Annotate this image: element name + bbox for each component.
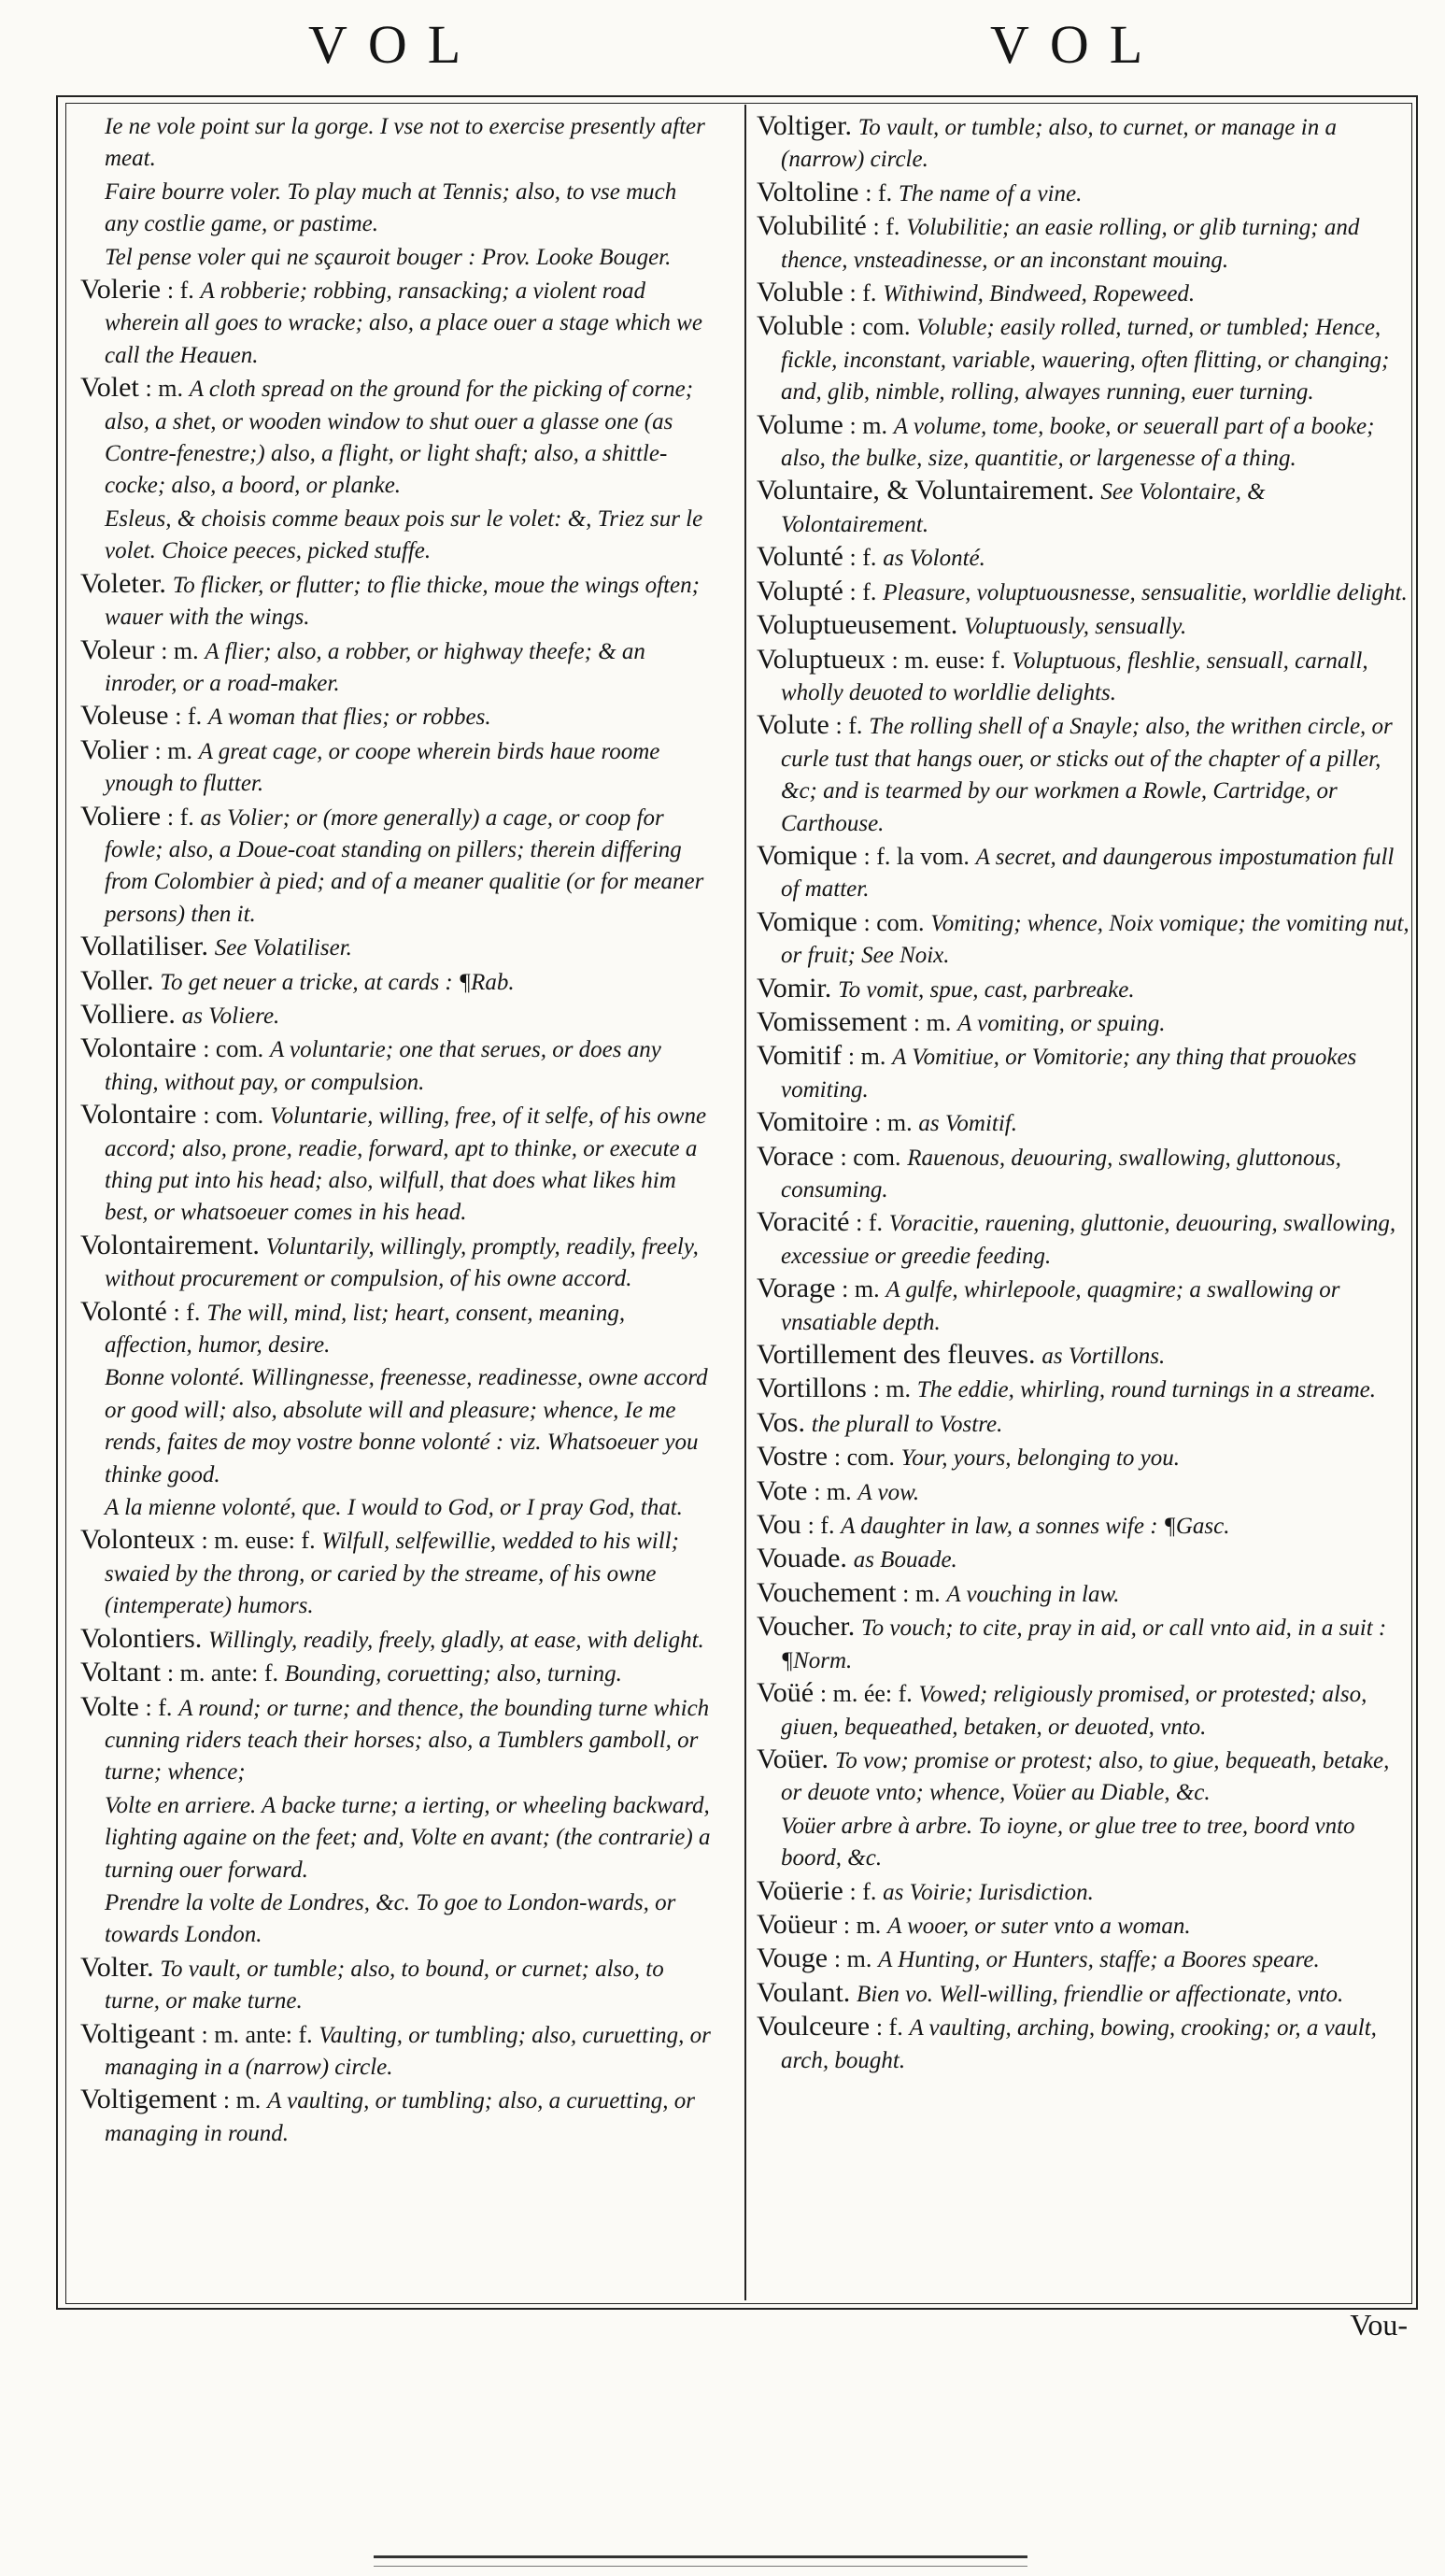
entry-headword: Volontaire — [80, 1099, 197, 1131]
entry-headword: Voulant. — [757, 1976, 851, 2008]
entry-definition: To vomit, spue, cast, parbreake. — [838, 976, 1135, 1003]
entry-definition: Voüer arbre à arbre. To ioyne, or glue tree to tree, boord vnto boord, &c. — [781, 1813, 1355, 1872]
entry-definition: Voluntarily, willingly, promptly, readily, freely, without procurement or compulsion, of his owne accord. — [105, 1233, 699, 1292]
entry-grammar: : m. — [843, 1911, 882, 1939]
entry-headword: Vortillement des fleuves. — [757, 1339, 1036, 1371]
entry-definition: as Voliere. — [181, 1003, 280, 1029]
entry-headword: Voracité — [757, 1206, 850, 1238]
left-column — [80, 110, 715, 2150]
entry-headword: Voüeur — [757, 1908, 838, 1940]
entry-grammar: : m. euse: f. — [201, 1527, 316, 1555]
dictionary-entry — [80, 931, 715, 963]
entry-grammar: : m. — [161, 636, 199, 664]
entry-definition: Willingly, readily, freely, gladly, at ease, with delight. — [208, 1627, 704, 1653]
dictionary-entry — [757, 1509, 1410, 1542]
right-column — [757, 110, 1410, 2077]
entry-headword: Voulceure — [757, 2011, 871, 2042]
dictionary-entry — [80, 1623, 715, 1656]
entry-grammar: : f. — [835, 712, 863, 740]
entry-headword: Volontairement. — [80, 1229, 260, 1260]
entry-grammar: : m. euse: f. — [891, 646, 1006, 674]
entry-grammar: : com. — [840, 1143, 901, 1171]
entry-definition: Vomiting; whence, Noix vomique; the vomiting nut, or fruit; See Noix. — [781, 910, 1410, 969]
entry-headword: Vorace — [757, 1140, 834, 1172]
entry-definition: A vouching in law. — [946, 1581, 1120, 1607]
entry-grammar: : f. — [856, 1209, 884, 1237]
entry-definition: Prendre la volte de Londres, &c. To goe to London-wards, or towards London. — [105, 1889, 676, 1948]
entry-definition: as Volier; or (more generally) a cage, or coop for fowle; also, a Doue-coat standing on pillers; therein differing from Colombier à pied; and of a meaner qualitie (or for meaner persons) then it. — [105, 804, 704, 927]
entry-grammar: : m. — [842, 1275, 880, 1303]
dictionary-entry — [80, 568, 715, 633]
running-head-right: VOL — [990, 14, 1164, 75]
entry-definition: Bounding, coruetting; also, turning. — [284, 1661, 622, 1687]
entry-grammar: : f. — [166, 803, 194, 831]
dictionary-entry — [757, 2011, 1410, 2076]
entry-headword: Vomitif — [757, 1040, 843, 1072]
entry-definition: Volte en arriere. A backe turne; a ierting, or wheeling backward, lighting againe on the feet; and, Volte en avant; (the contrarie) a turning ouer forward. — [105, 1792, 711, 1883]
entry-headword: Vomitoire — [757, 1106, 869, 1138]
dictionary-entry — [80, 734, 715, 800]
entry-definition: A flier; also, a robber, or highway theefe; & an inroder, or a road-maker. — [105, 638, 645, 696]
entry-definition: Wilfull, selfewillie, wedded to his will; swaied by the throng, or caried by the streame, of his owne (intemperate) humors. — [105, 1529, 679, 1619]
dictionary-entry — [757, 576, 1410, 608]
entry-definition: The eddie, whirling, round turnings in a streame. — [916, 1377, 1376, 1403]
dictionary-entry — [757, 110, 1410, 176]
entry-grammar: : m. — [849, 411, 887, 439]
dictionary-entry — [757, 177, 1410, 209]
entry-headword: Vomir. — [757, 972, 832, 1003]
entry-definition: A vaulting, or tumbling; also, a curuetting, or managing in round. — [105, 2088, 695, 2146]
entry-grammar: : m. — [874, 1109, 913, 1137]
entry-headword: Voucher. — [757, 1611, 856, 1643]
entry-headword: Voltigement — [80, 2084, 218, 2115]
dictionary-entry — [757, 1943, 1410, 1975]
entry-definition: A vomiting, or spuing. — [957, 1010, 1166, 1036]
dictionary-entry — [757, 1577, 1410, 1610]
entry-definition: as Voirie; Iurisdiction. — [883, 1879, 1094, 1905]
dictionary-entry — [757, 310, 1410, 407]
dictionary-entry — [757, 541, 1410, 574]
dictionary-entry — [757, 1206, 1410, 1272]
entry-headword: Volter. — [80, 1951, 154, 1983]
entry-headword: Volunté — [757, 541, 843, 573]
entry-headword: Voleur — [80, 633, 155, 665]
dictionary-entry — [80, 1524, 715, 1621]
entry-grammar: : f. — [875, 2014, 903, 2042]
entry-definition: A wooer, or suter vnto a woman. — [887, 1913, 1191, 1939]
entry-grammar: : m. — [902, 1579, 941, 1607]
entry-headword: Volume — [757, 408, 843, 440]
entry-grammar: : m. — [154, 736, 192, 764]
entry-definition: The rolling shell of a Snayle; also, the writhen circle, or curle tust that hangs ouer, or sticks out of the chapter of a piller, &c; and is tearmed by our workmen a Rowle, Cartridge, or Carthouse. — [781, 714, 1393, 836]
dictionary-entry — [757, 277, 1410, 309]
entry-definition: Ie ne vole point sur la gorge. I vse not to exercise presently after meat. — [105, 114, 705, 172]
entry-grammar: : f. — [173, 1298, 201, 1326]
entry-definition: A round; or turne; and thence, the bounding turne which cunning riders teach their horses; also, a Tumblers gamboll, or turne; whence; — [105, 1695, 710, 1786]
entry-headword: Voltiger. — [757, 110, 852, 141]
entry-headword: Voluptueusement. — [757, 609, 958, 641]
entry-grammar: : m. — [145, 375, 183, 403]
entry-headword: Volute — [757, 709, 829, 741]
entry-grammar: : m. — [814, 1477, 852, 1505]
dictionary-entry — [80, 2018, 715, 2084]
dictionary-entry — [757, 840, 1410, 905]
entry-grammar: : m. ée: f. — [819, 1680, 913, 1708]
entry-definition: See Volontaire, & Volontairement. — [781, 479, 1266, 537]
entry-grammar: : f. — [872, 213, 900, 241]
entry-definition: Bonne volonté. Willingnesse, freenesse, readinesse, owne accord or good will; also, absolute will and pleasure; whence, Ie me rends, faites de moy vostre bonne volonté : viz. Whatsoeuer you thinke good. — [105, 1365, 708, 1487]
dictionary-entry — [757, 973, 1410, 1005]
dictionary-entry — [757, 644, 1410, 709]
entry-headword: Volontiers. — [80, 1622, 203, 1654]
entry-grammar: : com. — [849, 313, 911, 341]
entry-headword: Volerie — [80, 274, 162, 306]
entry-headword: Vomique — [757, 839, 857, 871]
entry-grammar: : com. — [203, 1102, 264, 1130]
entry-definition: Vowed; religiously promised, or protested; also, giuen, bequeathed, betaken, or deuoted, vnto. — [781, 1682, 1367, 1740]
dictionary-entry — [80, 1789, 715, 1886]
dictionary-entry — [80, 2084, 715, 2149]
dictionary-entry — [757, 609, 1410, 642]
dictionary-entry — [757, 1006, 1410, 1039]
entry-definition: Voluptuous, fleshlie, sensuall, carnall, wholly deuoted to worldlie delights. — [781, 648, 1368, 705]
entry-definition: A woman that flies; or robbes. — [207, 704, 491, 731]
dictionary-entry — [80, 1952, 715, 2017]
dictionary-entry — [757, 475, 1410, 540]
entry-grammar: : f. — [849, 1877, 877, 1905]
entry-headword: Volupté — [757, 575, 843, 606]
dictionary-entry — [757, 1407, 1410, 1440]
dictionary-entry — [757, 1106, 1410, 1139]
entry-headword: Voüer. — [757, 1743, 829, 1774]
dictionary-entry — [757, 709, 1410, 839]
entry-definition: A cloth spread on the ground for the picking of corne; also, a shet, or wooden window to shut ouer a glasse one (as Contre-fenestre;) also, a flight, or light shaft; also, a shittle-cocke; also, a boord, or planke. — [105, 377, 694, 499]
dictionary-entry — [80, 176, 715, 240]
entry-definition: Rauenous, deuouring, swallowing, gluttonous, consuming. — [781, 1145, 1341, 1203]
entry-definition: Voluptuously, sensually. — [964, 614, 1187, 640]
entry-grammar: : f. — [145, 1693, 173, 1721]
dictionary-entry — [757, 1373, 1410, 1405]
catchword: Vou- — [1350, 2308, 1408, 2341]
entry-headword: Voltant — [80, 1657, 162, 1688]
entry-grammar: : m. ante: f. — [201, 2020, 313, 2048]
entry-definition: Tel pense voler qui ne sçauroit bouger : Prov. Looke Bouger. — [105, 244, 672, 270]
dictionary-entry — [80, 241, 715, 273]
entry-definition: To vault, or tumble; also, to bound, or curnet; also, to turne, or make turne. — [105, 1956, 664, 2014]
entry-grammar: : m. — [872, 1375, 912, 1403]
entry-headword: Volier — [80, 733, 149, 765]
entry-definition: A daughter in law, a sonnes wife : ¶Gasc. — [841, 1514, 1230, 1540]
dictionary-entry — [80, 1361, 715, 1490]
entry-headword: Voleter. — [80, 567, 166, 599]
entry-headword: Vouge — [757, 1943, 829, 1974]
dictionary-entry — [80, 1657, 715, 1689]
entry-definition: Voracitie, rauening, gluttonie, deuouring, swallowing, excessiue or greedie feeding. — [781, 1211, 1396, 1269]
entry-definition: Vaulting, or tumbling; also, curuetting, or managing in a (narrow) circle. — [105, 2022, 711, 2080]
entry-grammar: : f. — [865, 178, 893, 206]
entry-headword: Vortillons — [757, 1373, 867, 1404]
dictionary-entry — [757, 409, 1410, 475]
dictionary-entry — [80, 999, 715, 1032]
entry-definition: A la mienne volonté, que. I would to God, or I pray God, that. — [105, 1495, 683, 1521]
dictionary-entry — [80, 965, 715, 998]
entry-grammar: : f. la vom. — [863, 842, 970, 870]
entry-definition: The will, mind, list; heart, consent, meaning, affection, humor, desire. — [105, 1300, 626, 1359]
dictionary-entry — [757, 1875, 1410, 1908]
entry-headword: Volonté — [80, 1295, 167, 1327]
entry-grammar: : m. — [833, 1945, 872, 1973]
dictionary-entry — [80, 1491, 715, 1523]
entry-headword: Voliere — [80, 800, 162, 832]
entry-grammar: : f. — [849, 544, 877, 572]
entry-grammar: : m. — [913, 1008, 952, 1036]
entry-definition: A great cage, or coope wherein birds haue roome ynough to flutter. — [105, 738, 660, 797]
entry-definition: To vault, or tumble; also, to curnet, or manage in a (narrow) circle. — [781, 115, 1337, 173]
entry-definition: as Volonté. — [883, 546, 985, 572]
entry-headword: Vomissement — [757, 1005, 908, 1037]
entry-definition: A vaulting, arching, bowing, crooking; or, a vault, arch, bought. — [781, 2015, 1377, 2073]
dictionary-entry — [757, 1273, 1410, 1338]
dictionary-entry — [80, 1296, 715, 1361]
dictionary-entry — [757, 210, 1410, 276]
entry-headword: Voluble — [757, 277, 843, 308]
entry-grammar: : f. — [849, 577, 877, 605]
entry-headword: Vomique — [757, 905, 857, 937]
entry-definition: Voluntarie, willing, free, of it selfe, of his owne accord; also, prone, readie, forward, apt to thinke, or execute a thing put into his head; also, wilfull, that does what likes him best, or whatsoeuer comes in his head. — [105, 1103, 707, 1226]
entry-grammar: : m. — [222, 2086, 262, 2114]
dictionary-entry — [757, 1977, 1410, 2010]
entry-definition: A volume, tome, booke, or seuerall part of a booke; also, the bulke, size, quantitie, or largenesse of a thing. — [781, 413, 1375, 472]
entry-headword: Voluntaire, & Voluntairement. — [757, 475, 1095, 506]
entry-headword: Vote — [757, 1474, 808, 1506]
bottom-rule — [374, 2555, 1027, 2567]
dictionary-entry — [757, 1810, 1410, 1874]
entry-definition: Pleasure, voluptuousnesse, sensualitie, worldlie delight. — [883, 579, 1408, 605]
dictionary-entry — [80, 1691, 715, 1788]
entry-headword: Volonteux — [80, 1524, 195, 1556]
entry-headword: Voüerie — [757, 1874, 843, 1906]
dictionary-entry — [757, 1441, 1410, 1473]
dictionary-entry — [80, 1099, 715, 1229]
entry-grammar: : m. ante: f. — [166, 1659, 279, 1687]
entry-grammar: : com. — [203, 1035, 264, 1063]
entry-headword: Voltigeant — [80, 2017, 195, 2049]
dictionary-entry — [80, 1032, 715, 1098]
entry-definition: Volubilitie; an easie rolling, or glib turning; and thence, vnsteadinesse, or an inconstant mouing. — [781, 215, 1360, 273]
entry-headword: Volte — [80, 1690, 139, 1722]
entry-headword: Vouade. — [757, 1543, 847, 1574]
entry-definition: See Volatiliser. — [214, 935, 352, 961]
entry-grammar: : com. — [863, 908, 925, 936]
entry-grammar: : f. — [849, 279, 877, 307]
entry-definition: Esleus, & choisis comme beaux pois sur le volet: &, Triez sur le volet. Choice peeces, picked stuffe. — [105, 505, 703, 564]
entry-definition: A voluntarie; one that serues, or does any thing, without pay, or compulsion. — [105, 1037, 661, 1095]
entry-definition: To vow; promise or protest; also, to giue, bequeath, betake, or deuote vnto; whence, Voüer au Diable, &c. — [781, 1747, 1390, 1806]
entry-headword: Volubilité — [757, 210, 867, 242]
entry-definition: as Vortillons. — [1041, 1344, 1166, 1370]
entry-headword: Volet — [80, 372, 139, 404]
entry-definition: A Vomitiue, or Vomitorie; any thing that prouokes vomiting. — [781, 1045, 1357, 1103]
entry-definition: A vow. — [857, 1479, 920, 1505]
dictionary-entry — [80, 372, 715, 502]
entry-definition: as Vomitif. — [918, 1111, 1017, 1137]
entry-definition: To get neuer a tricke, at cards : ¶Rab. — [160, 969, 515, 995]
entry-grammar: : m. — [847, 1043, 886, 1071]
entry-definition: Bien vo. Well-willing, friendlie or affectionate, vnto. — [857, 1981, 1344, 2007]
entry-definition: A robberie; robbing, ransacking; a violent road wherein all goes to wracke; also, a place ouer a stage which we call the Heauen. — [105, 278, 702, 368]
entry-definition: as Bouade. — [853, 1547, 957, 1573]
dictionary-entry — [80, 801, 715, 931]
dictionary-entry — [757, 1040, 1410, 1105]
entry-headword: Voüé — [757, 1677, 815, 1709]
dictionary-entry — [80, 1886, 715, 1951]
running-head — [0, 13, 1445, 78]
dictionary-entry — [757, 906, 1410, 972]
dictionary-entry — [757, 1475, 1410, 1508]
column-divider — [744, 105, 746, 2300]
entry-headword: Voller. — [80, 964, 154, 996]
entry-definition: Faire bourre voler. To play much at Tennis; also, to vse much any costlie game, or pastime. — [105, 178, 677, 237]
entry-headword: Vou — [757, 1509, 801, 1541]
dictionary-entry — [757, 1339, 1410, 1372]
entry-definition: To vouch; to cite, pray in aid, or call vnto aid, in a suit : ¶Norm. — [781, 1615, 1387, 1673]
entry-definition: the plurall to Vostre. — [811, 1411, 1003, 1437]
entry-headword: Vos. — [757, 1406, 805, 1438]
entry-definition: Your, yours, belonging to you. — [900, 1445, 1181, 1472]
dictionary-entry — [80, 634, 715, 700]
entry-headword: Voltoline — [757, 176, 859, 207]
entry-definition: To flicker, or flutter; to flie thicke, moue the wings often; wauer with the wings. — [105, 572, 700, 631]
entry-grammar: : f. — [166, 277, 194, 305]
dictionary-entry — [80, 110, 715, 175]
dictionary-entry — [80, 1230, 715, 1295]
entry-definition: A gulfe, whirlepoole, quagmire; a swallowing or vnsatiable depth. — [781, 1277, 1340, 1335]
entry-grammar: : f. — [175, 703, 203, 731]
entry-headword: Vostre — [757, 1441, 829, 1473]
dictionary-entry — [757, 1909, 1410, 1942]
entry-definition: A secret, and daungerous impostumation full of matter. — [781, 844, 1395, 903]
entry-headword: Vorage — [757, 1273, 836, 1304]
entry-definition: Withiwind, Bindweed, Ropeweed. — [883, 281, 1196, 307]
entry-definition: Voluble; easily rolled, turned, or tumbled; Hence, fickle, inconstant, variable, wauering, often flitting, or changing; and, glib, nimble, rolling, alwayes running, euer turning. — [781, 315, 1390, 406]
entry-headword: Volliere. — [80, 998, 176, 1030]
entry-definition: A Hunting, or Hunters, staffe; a Boores speare. — [878, 1947, 1320, 1973]
dictionary-entry — [80, 274, 715, 371]
entry-headword: Voluptueux — [757, 643, 885, 675]
entry-grammar: : com. — [833, 1444, 895, 1472]
entry-definition: The name of a vine. — [898, 180, 1083, 206]
dictionary-entry — [757, 1677, 1410, 1743]
entry-headword: Voleuse — [80, 700, 169, 732]
dictionary-entry — [80, 700, 715, 733]
dictionary-entry — [757, 1141, 1410, 1206]
entry-grammar: : f. — [807, 1512, 835, 1540]
dictionary-entry — [757, 1611, 1410, 1676]
dictionary-entry — [757, 1743, 1410, 1809]
entry-headword: Volontaire — [80, 1032, 197, 1064]
running-head-left: VOL — [308, 14, 482, 75]
entry-headword: Vouchement — [757, 1576, 897, 1608]
entry-headword: Voluble — [757, 310, 843, 342]
entry-headword: Vollatiliser. — [80, 931, 208, 962]
dictionary-entry — [80, 503, 715, 567]
dictionary-entry — [757, 1543, 1410, 1575]
